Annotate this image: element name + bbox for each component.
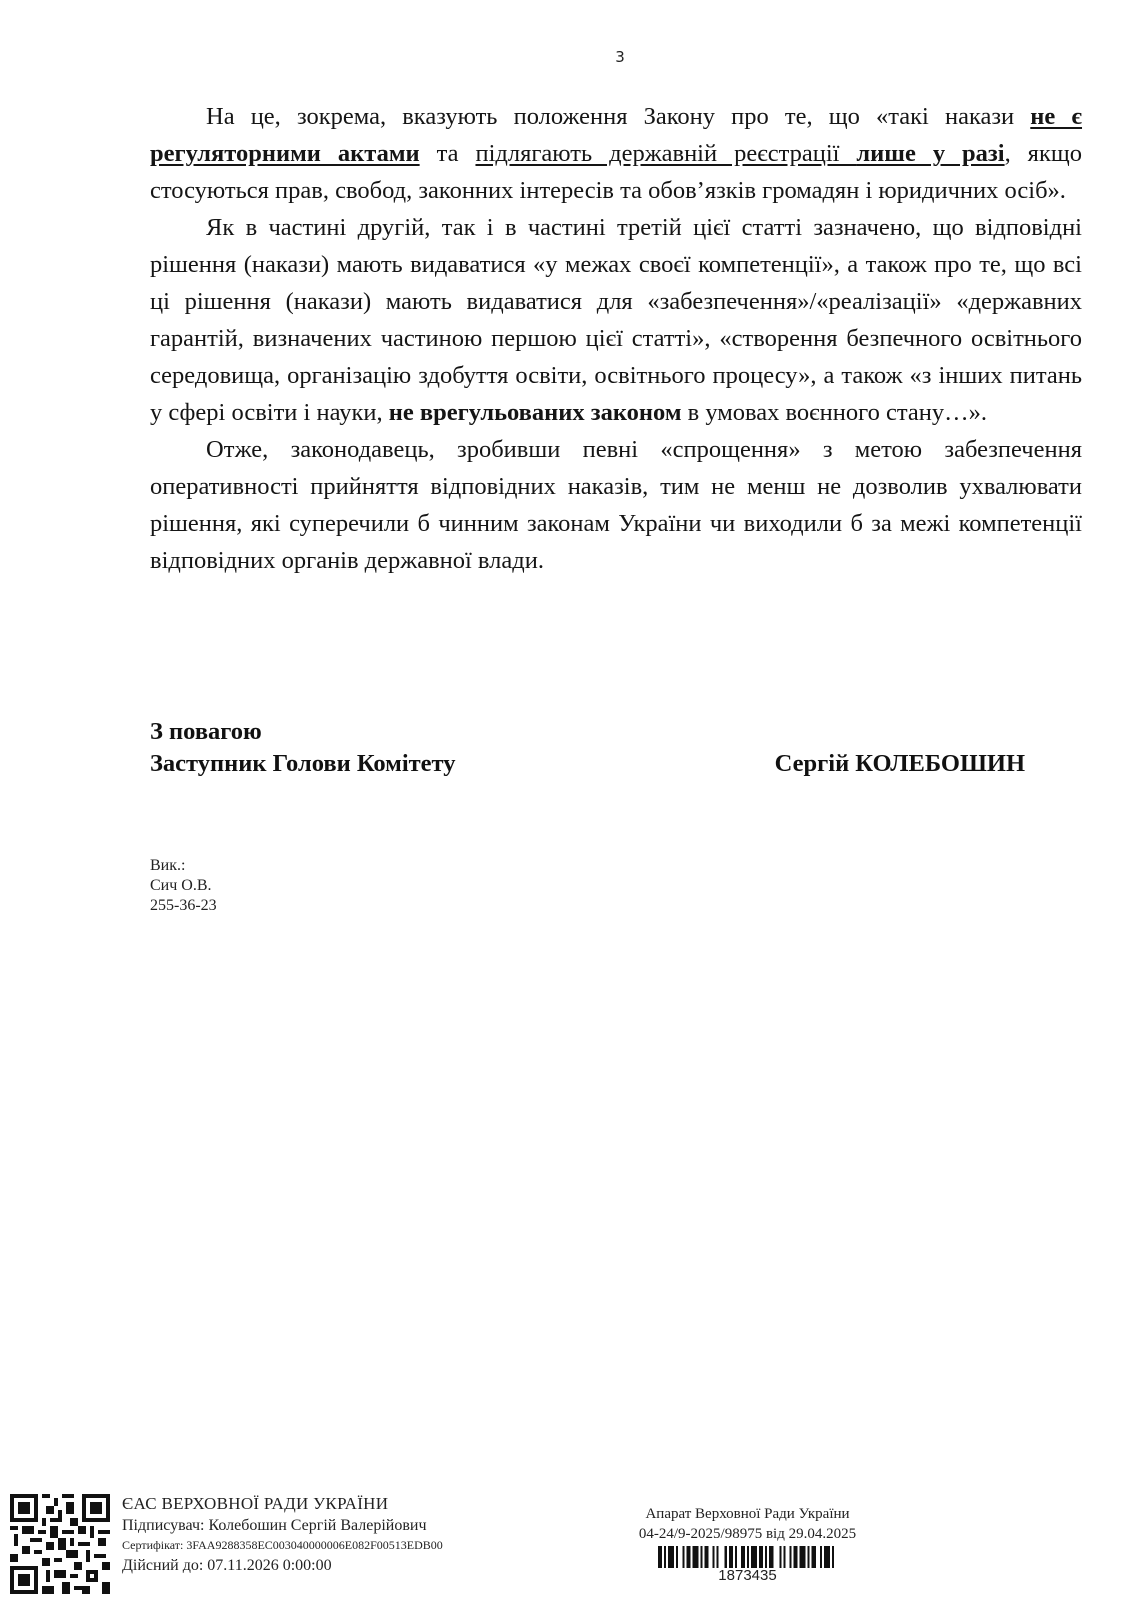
executor-phone: 255-36-23 [150,897,217,914]
paragraph-1-segment: лише у разі [856,140,1005,167]
paragraph-3 [150,431,1082,579]
electronic-signature-stamp [122,1493,443,1576]
paragraph-1 [150,98,1082,209]
executor-name: Сич О.В. [150,877,212,894]
signature-certificate: Сертифікат: 3FAA9288358EC003040000006E082F00513EDB00 [122,1538,443,1552]
registration-stamp [600,1504,895,1584]
signer-name: Сергій КОЛЕБОШИН [774,750,1025,777]
signature-block [150,716,1050,780]
signature-system: ЄАС ВЕРХОВНОЇ РАДИ УКРАЇНИ [122,1494,389,1513]
signature-signer: Підписувач: Колебошин Сергій Валерійович [122,1517,427,1534]
signature-valid-until: Дійсний до: 07.11.2026 0:00:00 [122,1557,332,1574]
paragraph-2-segment: Як в частині другій, так і в частині третій цієї статті зазначено, що відповідні рішення (накази) мають видаватися «у межах своєї компетенції», а також про те, що всі ці рішення (накази) мають видаватися для «забезпечення»/«реалізації» «державних гарантій, визначених частиною першою цієї статті», «створення безпечного освітнього середовища, організацію здобуття освіти, освітнього процесу», а також «з інших питань у сфері освіти і науки, [150,214,1082,426]
paragraph-1-segment: На це, зокрема, вказують положення Закону про те, що «такі накази [206,103,1031,130]
letter-body [150,98,1082,579]
executor-block [150,856,217,916]
paragraph-2-segment: в умовах воєнного стану…». [681,399,987,426]
registration-number: 04-24/9-2025/98975 від 29.04.2025 [638,1526,857,1542]
paragraph-3-segment: Отже, законодавець, зробивши певні «спрощення» з метою забезпечення оперативності прийняття відповідних наказів, тим не менш не дозволив ухвалювати рішення, які суперечили б чинним законам України чи виходили б за межі компетенції відповідних органів державної влади. [150,436,1082,574]
signer-position: Заступник Голови Комітету [150,750,456,777]
page-number: 3 [615,48,625,66]
paragraph-1-segment: , якщо стосуються прав, свобод, законних інтересів та обов’язків громадян і юридичних осіб». [150,140,1082,204]
paragraph-2-segment: не врегульованих законом [388,399,682,426]
closing-phrase: З повагою [150,718,262,745]
executor-label: Вик.: [150,857,186,874]
qr-code-icon [10,1494,110,1594]
barcode-number: 1873435 [718,1567,777,1584]
paragraph-1-segment: не є регуляторними актами [150,103,1083,167]
barcode-icon [658,1546,838,1568]
paragraph-1-segment: та [419,140,476,167]
paragraph-1-segment: підлягають державній реєстрації [475,140,857,167]
paragraph-2 [150,209,1082,431]
registration-office: Апарат Верховної Ради України [645,1506,850,1522]
